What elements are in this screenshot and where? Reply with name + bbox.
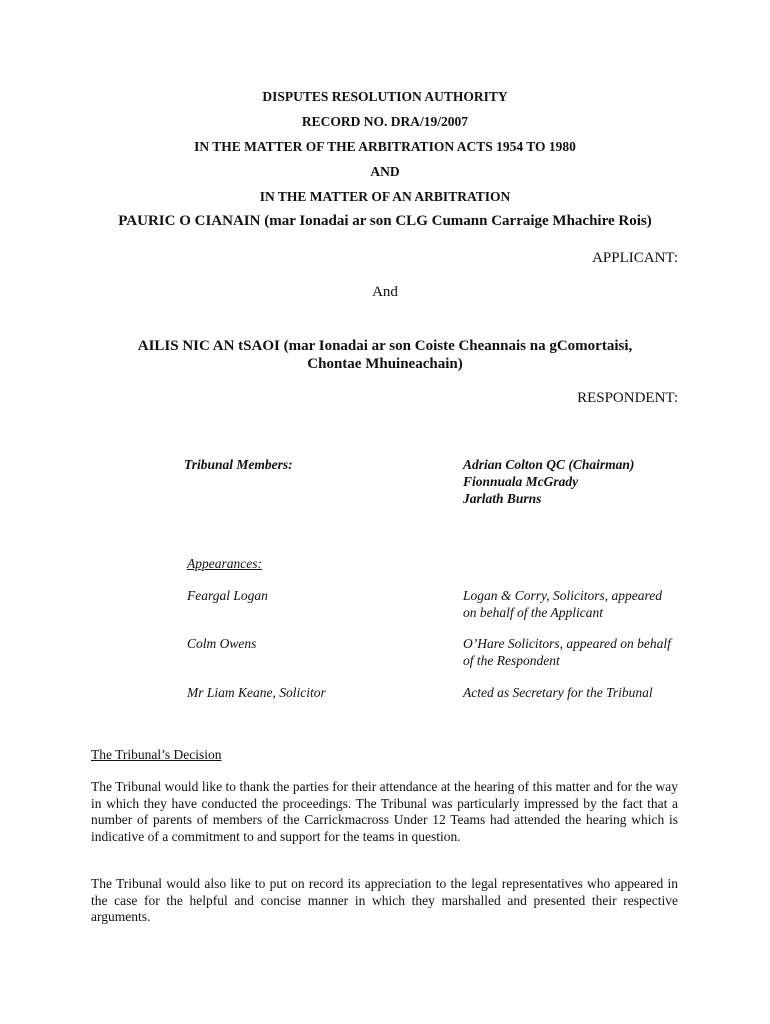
appearance-description-line: on behalf of the Applicant [463, 605, 603, 620]
matter-acts: IN THE MATTER OF THE ARBITRATION ACTS 1954 TO 1980 [194, 139, 576, 154]
decision-heading: The Tribunal’s Decision [91, 747, 222, 762]
and-separator: And [372, 284, 398, 300]
respondent-name-line2: Chontae Mhuineachain) [307, 356, 463, 372]
tribunal-member: Adrian Colton QC (Chairman) [463, 457, 635, 472]
tribunal-member: Fionnuala McGrady [463, 474, 579, 489]
decision-paragraph: The Tribunal would like to thank the parties for their attendance at the hearing of this matter and for the way in which they have conducted the proceedings. The Tribunal was particularly impressed by the fact that a number of parents of members of the Carrickmacross Under 12 Teams had attended the hearing which is indicative of a commitment to and support for the teams in question. [91, 779, 678, 844]
appearance-description-line: O’Hare Solicitors, appeared on behalf [463, 636, 671, 651]
authority-title: DISPUTES RESOLUTION AUTHORITY [262, 89, 508, 104]
appearance-description [463, 587, 685, 621]
respondent-role: RESPONDENT: [577, 390, 678, 406]
appearance-description [463, 635, 685, 669]
appearance-name: Feargal Logan [187, 588, 268, 603]
and-conjunction: AND [370, 164, 400, 179]
applicant-name: PAURIC O CIANAIN (mar Ionadai ar son CLG Cumann Carraige Mhachire Rois) [118, 213, 652, 229]
appearance-description: Acted as Secretary for the Tribunal [463, 685, 653, 700]
appearances-heading: Appearances: [187, 556, 262, 571]
appearance-description-line: Logan & Corry, Solicitors, appeared [463, 588, 663, 603]
appearance-name: Mr Liam Keane, Solicitor [187, 685, 326, 700]
applicant-role: APPLICANT: [592, 250, 678, 266]
appearance-name: Colm Owens [187, 636, 257, 651]
tribunal-members-label: Tribunal Members: [184, 457, 293, 472]
record-number: RECORD NO. DRA/19/2007 [301, 114, 469, 129]
respondent-name-line1: AILIS NIC AN tSAOI (mar Ionadai ar son Coiste Cheannais na gComortaisi, [137, 338, 633, 354]
tribunal-member: Jarlath Burns [463, 491, 542, 506]
appearance-description-line: of the Respondent [463, 653, 560, 668]
decision-paragraph: The Tribunal would also like to put on record its appreciation to the legal representatives who appeared in the case for the helpful and concise manner in which they marshalled and presented their respective arguments. [91, 876, 678, 924]
matter-arbitration: IN THE MATTER OF AN ARBITRATION [259, 189, 511, 204]
